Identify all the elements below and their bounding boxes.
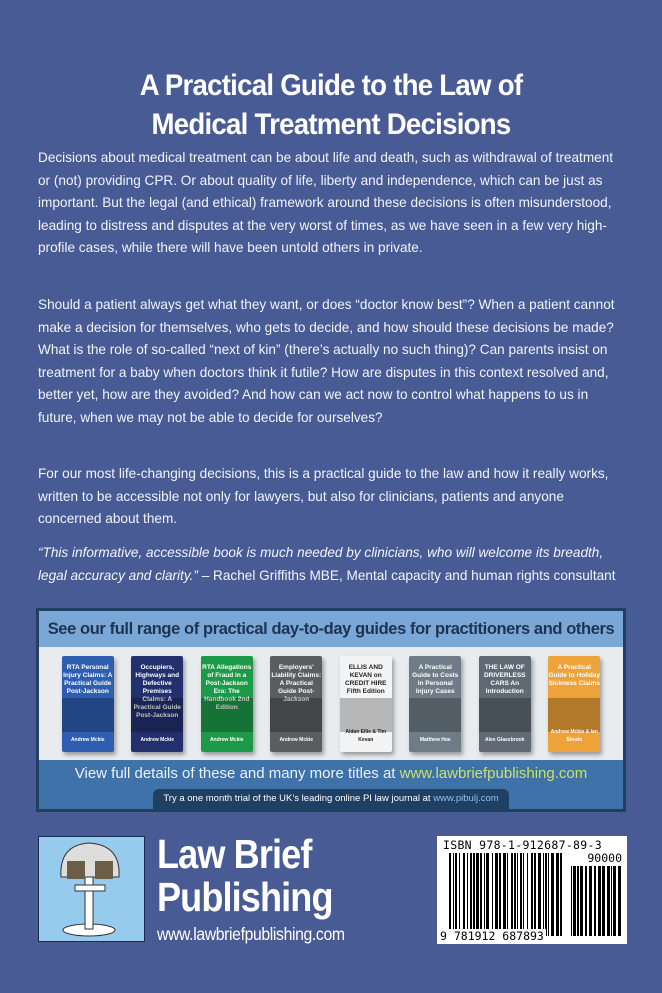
book-cover: [201, 656, 253, 752]
bar: [538, 853, 541, 936]
bar: [531, 853, 533, 936]
publisher-url: www.lawbriefpublishing.com: [157, 924, 345, 944]
bar: [589, 866, 592, 936]
cover-image: [548, 698, 600, 732]
book-author: Andrew Mckie: [279, 736, 314, 743]
book-author: Aidan Ellis & Tim Kevan: [345, 728, 387, 743]
bar: [585, 866, 587, 936]
bar: [543, 853, 544, 936]
book-title: Employers' Liability Claims: A Practical Guide Post-Jackson: [271, 663, 322, 703]
bar: [594, 866, 596, 936]
publisher-name-line-2: Publishing: [157, 874, 333, 920]
review-quote: [38, 542, 628, 587]
book-cover: [340, 656, 392, 752]
cover-image: [340, 698, 392, 732]
wig-icon: [39, 837, 144, 941]
bar: [463, 853, 465, 936]
cover-image: [62, 698, 114, 732]
book-cover: [548, 656, 600, 752]
advert-heading: See our full range of practical day-to-day guides for practitioners and others: [39, 611, 623, 647]
bar: [514, 853, 516, 936]
bar: [598, 866, 601, 936]
bar: [571, 866, 572, 936]
bar: [453, 853, 454, 936]
bar: [527, 853, 528, 936]
book-title: RTA Personal Injury Claims: A Practical Guide Post-Jackson: [63, 663, 113, 695]
trial-text: Try a one month trial of the UK’s leading online PI law journal at: [163, 793, 434, 804]
book-author: Andrew Mckie & Ian Skeate: [550, 728, 598, 743]
quote-attribution: – Rachel Griffiths MBE, Mental capacity and human rights consultant: [197, 567, 616, 583]
bar: [486, 853, 489, 936]
bar: [613, 866, 616, 936]
bar: [470, 853, 472, 936]
blurb-paragraph-2: Should a patient always get what they want, or does “doctor know best”? When a patient cannot make a decision for themselves, who gets to decide, and how should these decisions be made? What is the role of so-called “next of kin” (there’s actually no such thing)? Can parents insist on treatment for a baby when doctors think it futile? How are disputes in this context resolved and, better yet, how are they avoided? And how can we act now to control what happens to us in future, when we may not be able to decide for ourselves?: [38, 297, 615, 425]
book-cover: [479, 656, 531, 752]
bar: [459, 853, 460, 936]
bar: [560, 853, 562, 936]
cover-image: [479, 698, 531, 732]
judge-wig-logo: [38, 836, 145, 942]
book-title: THE LAW OF DRIVERLESS CARS An Introduction: [483, 663, 526, 695]
bar: [480, 853, 482, 936]
book-author: Andrew Mckie: [209, 736, 244, 743]
bar: [545, 853, 547, 936]
title-line-1: A Practical Guide to the Law of: [139, 69, 523, 102]
ean-number: 9 781912 687893: [440, 929, 544, 943]
bar: [556, 853, 559, 936]
bar: [607, 866, 610, 936]
bar: [548, 853, 549, 936]
bar: [611, 866, 612, 936]
book-gallery: [39, 647, 623, 760]
bar: [577, 866, 579, 936]
book-title: RTA Allegations of Fraud in a Post-Jackson Era: The Handbook 2nd Edition: [202, 663, 252, 711]
book-title: A Practical Guide to Costs in Personal Injury Cases: [412, 663, 459, 695]
bar: [492, 853, 493, 936]
bar: [449, 853, 451, 936]
cover-image: [201, 698, 253, 732]
cover-image: [409, 698, 461, 732]
book-title: Occupiers, Highways and Defective Premises Claims: A Practical Guide Post-Jackson: [133, 663, 181, 719]
bar: [520, 853, 522, 936]
book-title: ELLIS AND KEVAN on CREDIT HIRE Fifth Edition: [344, 663, 387, 695]
journal-link[interactable]: www.pibulj.com: [433, 793, 499, 804]
cover-image: [131, 698, 183, 732]
bar: [534, 853, 536, 936]
bar: [507, 853, 508, 936]
bar: [573, 866, 576, 936]
bar: [602, 866, 605, 936]
blurb-paragraph-1: Decisions about medical treatment can be about life and death, such as withdrawal of treatment or (not) providing CPR. Or about quality of life, liberty and independence, which can be just as important. But the legal (and ethical) framework around these decisions is often misunderstood, leading to distress and disputes at the very worst of times, as we have seen in a few very high-profile cases, while there will have been untold others in private.: [38, 150, 614, 256]
price-code: 90000: [587, 851, 622, 865]
bar: [511, 853, 513, 936]
trial-banner: [153, 789, 508, 809]
bar: [580, 866, 583, 936]
bar: [467, 853, 468, 936]
book-author: Andrew Mckie: [140, 736, 175, 743]
book-cover: [270, 656, 322, 752]
price-barcode-bars: [571, 866, 621, 936]
book-title: [26, 66, 635, 144]
bar: [499, 853, 501, 936]
bar: [503, 853, 506, 936]
title-line-2: Medical Treatment Decisions: [151, 108, 511, 141]
book-author: Matthew Hoe: [419, 736, 451, 743]
bar: [618, 866, 621, 936]
bar: [523, 853, 524, 936]
publisher-advert: [36, 608, 626, 812]
isbn-text: ISBN 978-1-912687-89-3: [443, 838, 602, 852]
cover-image: [270, 698, 322, 732]
advert-footer: [39, 760, 623, 809]
bar: [476, 853, 479, 936]
quote-text: “This informative, accessible book is much needed by clinicians, who will welcome its breadth, legal accuracy and clarity.”: [38, 545, 604, 583]
book-cover: [131, 656, 183, 752]
book-cover: [409, 656, 461, 752]
blurb-paragraph-3: For our most life-changing decisions, this is a practical guide to the law and how it really works, written to be accessible not only for lawyers, but also for clinicians, patients and anyone concerned about them.: [38, 466, 609, 527]
bar: [495, 853, 498, 936]
barcode-bars: [449, 853, 564, 936]
bar: [517, 853, 518, 936]
book-author: Alex Glassbrook: [485, 736, 525, 743]
view-details-text: [39, 760, 623, 788]
bar: [455, 853, 457, 936]
bar: [484, 853, 485, 936]
book-title: A Practical Guide to Holiday Sickness Claims: [548, 663, 601, 687]
bar: [551, 853, 554, 936]
book-author: Andrew Mckie: [70, 736, 105, 743]
bar: [473, 853, 475, 936]
view-text: View full details of these and many more titles at: [74, 765, 400, 782]
book-cover: [62, 656, 114, 752]
publisher-name-line-1: Law Brief: [157, 831, 312, 877]
isbn-barcode: [437, 836, 627, 944]
publisher-link[interactable]: www.lawbriefpublishing.com: [399, 765, 588, 782]
